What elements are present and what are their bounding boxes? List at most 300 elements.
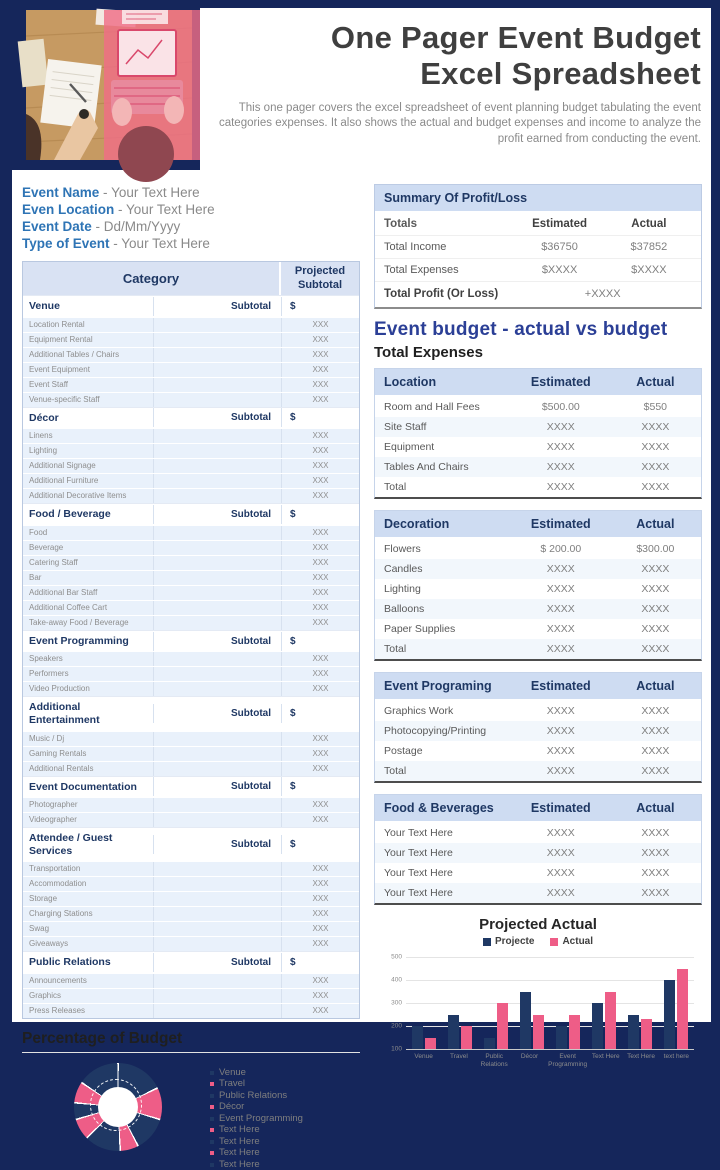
page	[12, 8, 711, 1170]
budget-item-spacer	[153, 378, 281, 392]
budget-item-spacer	[153, 363, 281, 377]
event-info-value: Your Text Here	[111, 185, 200, 200]
cell: XXXX	[546, 481, 575, 493]
event-info-label: Event Name	[22, 185, 100, 200]
cell: Flowers	[384, 543, 421, 555]
budget-item-amount: XXX	[281, 682, 359, 696]
event-info-value: Your Text Here	[121, 236, 210, 251]
summary-header-row	[375, 213, 701, 235]
legend-item	[210, 1159, 303, 1170]
cell: XXXX	[641, 603, 670, 615]
column-header: Food & Beverages	[384, 801, 494, 815]
budget-section-name: Event Programming	[29, 634, 129, 647]
cell: Your Text Here	[384, 867, 453, 879]
cell: XXXX	[546, 461, 575, 473]
expense-table-header-row	[375, 795, 701, 823]
cell: XXXX	[641, 643, 670, 655]
event-info-value: Your Text Here	[126, 202, 215, 217]
cell: XXXX	[546, 643, 575, 655]
legend-swatch	[483, 938, 491, 946]
budget-item-row	[23, 615, 359, 630]
budget-item-row	[23, 921, 359, 936]
legend-bullet	[210, 1105, 214, 1109]
table-row	[375, 761, 701, 781]
budget-item-name: Video Production	[29, 684, 90, 694]
legend-bullet	[210, 1094, 214, 1098]
budget-item-amount: XXX	[281, 333, 359, 347]
budget-item-spacer	[153, 652, 281, 666]
x-axis-category-label: Venue	[414, 1053, 433, 1060]
cell: Graphics Work	[384, 705, 454, 717]
budget-item-spacer	[153, 974, 281, 988]
legend-bullet	[210, 1151, 214, 1155]
budget-item-spacer	[153, 459, 281, 473]
cell: XXXX	[546, 705, 575, 717]
bar-group	[658, 957, 694, 1049]
table-row	[375, 397, 701, 417]
budget-item-row	[23, 746, 359, 761]
cell: Total Profit (Or Loss)	[384, 288, 499, 300]
budget-currency-cell: $	[281, 777, 359, 796]
cell: XXXX	[641, 887, 670, 899]
budget-item-amount: XXX	[281, 798, 359, 812]
budget-subtotal-label: Subtotal	[153, 297, 281, 316]
budget-item-amount: XXX	[281, 489, 359, 503]
budget-item-spacer	[153, 526, 281, 540]
legend-item	[210, 1101, 303, 1113]
budget-item-name: Additional Decorative Items	[29, 491, 127, 501]
budget-item-amount: XXX	[281, 556, 359, 570]
cell: $550	[643, 401, 668, 413]
budget-item-amount: XXX	[281, 892, 359, 906]
budget-item-spacer	[153, 474, 281, 488]
column-header: Actual	[636, 801, 675, 815]
budget-item-spacer	[153, 732, 281, 746]
bar-projecte	[592, 1003, 603, 1049]
legend-label: Actual	[562, 936, 594, 947]
budget-item-name: Additional Furniture	[29, 476, 99, 486]
expense-table-header-row	[375, 511, 701, 539]
budget-item-row	[23, 473, 359, 488]
legend-label: Text Here	[219, 1158, 260, 1170]
legend-item	[210, 1067, 303, 1079]
budget-item-row	[23, 362, 359, 377]
x-axis-category-label: Travel	[450, 1053, 468, 1060]
section-heading: Event budget - actual vs budget	[374, 319, 668, 340]
cell: XXXX	[641, 421, 670, 433]
event-info-line	[22, 184, 360, 201]
budget-item-spacer	[153, 333, 281, 347]
cell: Photocopying/Printing	[384, 725, 487, 737]
budget-item-amount: XXX	[281, 989, 359, 1003]
budget-item-amount: XXX	[281, 459, 359, 473]
budget-item-name: Additional Coffee Cart	[29, 602, 108, 612]
page-description: This one pager covers the excel spreadsheet of event planning budget tabulating the event categories expenses. It also shows the actual and budget expenses and income to analyze the profit earned from conducting the event.	[218, 101, 701, 145]
table-row	[375, 539, 701, 559]
budget-item-name: Event Staff	[29, 379, 68, 389]
budget-section-row	[23, 295, 359, 317]
event-info-label: Event Date	[22, 219, 92, 234]
x-axis-category-label: Text Here	[591, 1053, 620, 1060]
budget-item-row	[23, 988, 359, 1003]
bar-projecte	[664, 980, 675, 1049]
budget-item-amount: XXX	[281, 877, 359, 891]
budget-item-spacer	[153, 489, 281, 503]
budget-item-spacer	[153, 667, 281, 681]
budget-item-amount: XXX	[281, 378, 359, 392]
budget-item-amount: XXX	[281, 429, 359, 443]
cell: XXXX	[641, 481, 670, 493]
budget-subtotal-label: Subtotal	[153, 632, 281, 651]
budget-item-row	[23, 317, 359, 332]
budget-item-amount: XXX	[281, 907, 359, 921]
budget-item-amount: XXX	[281, 922, 359, 936]
budget-item-spacer	[153, 747, 281, 761]
budget-item-row	[23, 347, 359, 362]
cell: Lighting	[384, 583, 421, 595]
cell: Equipment	[384, 441, 435, 453]
bar-chart-area	[391, 953, 694, 1053]
budget-section-name: Event Documentation	[29, 780, 137, 793]
table-row	[375, 863, 701, 883]
budget-item-name: Equipment Rental	[29, 334, 93, 344]
column-header: Estimated	[530, 375, 591, 389]
y-axis-tick-label: 200	[391, 1022, 402, 1030]
budget-item-name: Music / Dj	[29, 733, 65, 743]
cell: XXXX	[641, 705, 670, 717]
budget-item-name: Photographer	[29, 800, 78, 810]
budget-currency-cell: $	[281, 704, 359, 723]
x-axis-category-label: text here	[663, 1053, 689, 1060]
bar-actual	[641, 1019, 652, 1049]
cell: XXXX	[641, 867, 670, 879]
event-info-value: Dd/Mm/Yyyy	[103, 219, 181, 234]
cell: XXXX	[546, 623, 575, 635]
desk-photo-illustration	[26, 10, 192, 160]
column-header: Event Programing	[384, 679, 492, 693]
event-info-label: Even Location	[22, 202, 115, 217]
budget-item-row	[23, 812, 359, 827]
budget-item-name: Charging Stations	[29, 909, 93, 919]
cell: Actual	[631, 218, 667, 230]
legend-label: Venue	[219, 1066, 246, 1078]
column-header: Actual	[636, 679, 675, 693]
cell: XXXX	[546, 421, 575, 433]
event-info-separator: -	[114, 202, 127, 217]
budget-item-spacer	[153, 762, 281, 776]
cell: Postage	[384, 745, 423, 757]
bar-group	[550, 957, 586, 1049]
cell: XXXX	[546, 827, 575, 839]
budget-item-row	[23, 428, 359, 443]
budget-item-name: Giveaways	[29, 939, 69, 949]
table-row	[375, 599, 701, 619]
expense-table	[374, 794, 702, 905]
budget-currency-cell: $	[281, 953, 359, 972]
budget-item-amount: XXX	[281, 616, 359, 630]
budget-item-name: Performers	[29, 669, 69, 679]
column-header: Estimated	[530, 801, 591, 815]
budget-item-name: Storage	[29, 894, 58, 904]
table-row	[375, 883, 701, 903]
budget-item-name: Additional Signage	[29, 461, 96, 471]
budget-section-row	[23, 776, 359, 798]
content	[12, 168, 711, 1170]
budget-item-name: Additional Tables / Chairs	[29, 349, 120, 359]
column-header: Decoration	[384, 517, 450, 531]
legend-bullet	[210, 1128, 214, 1132]
table-row	[375, 457, 701, 477]
budget-item-spacer	[153, 393, 281, 407]
legend-bullet	[210, 1082, 214, 1086]
cell: XXXX	[546, 563, 575, 575]
budget-item-amount: XXX	[281, 862, 359, 876]
bar-group	[406, 957, 442, 1049]
bar-chart-plot	[391, 953, 694, 1053]
bar-projecte	[556, 1026, 567, 1049]
budget-item-name: Venue-specific Staff	[29, 394, 100, 404]
budget-item-row	[23, 488, 359, 503]
budget-item-amount: XXX	[281, 974, 359, 988]
bar-actual	[425, 1038, 436, 1050]
bar-projecte	[412, 1026, 423, 1049]
budget-section-row	[23, 407, 359, 429]
budget-subtotal-label: Subtotal	[153, 505, 281, 524]
legend-item	[210, 1090, 303, 1102]
expense-table	[374, 672, 702, 783]
budget-item-name: Event Equipment	[29, 364, 90, 374]
cell: $36750	[541, 241, 578, 253]
cell: +XXXX	[584, 288, 621, 300]
cell: XXXX	[546, 603, 575, 615]
legend-label: Décor	[219, 1101, 245, 1113]
legend-item	[210, 1147, 303, 1159]
table-row	[375, 721, 701, 741]
column-header: Actual	[636, 375, 675, 389]
budget-subtotal-label: Subtotal	[153, 835, 281, 854]
budget-item-spacer	[153, 922, 281, 936]
budget-item-row	[23, 761, 359, 776]
budget-item-amount: XXX	[281, 444, 359, 458]
table-row	[375, 579, 701, 599]
budget-item-row	[23, 377, 359, 392]
cell: Site Staff	[384, 421, 427, 433]
cell: XXXX	[641, 745, 670, 757]
budget-item-row	[23, 681, 359, 696]
left-column	[22, 184, 360, 1170]
column-header: Location	[384, 375, 437, 389]
budget-item-spacer	[153, 429, 281, 443]
budget-subtotal-label: Subtotal	[153, 953, 281, 972]
budget-item-spacer	[153, 682, 281, 696]
budget-item-spacer	[153, 601, 281, 615]
cell: XXXX	[641, 623, 670, 635]
budget-section-name: Attendee / Guest Services	[29, 832, 113, 857]
bar-group	[622, 957, 658, 1049]
budget-item-name: Linens	[29, 431, 53, 441]
cell: XXXX	[546, 583, 575, 595]
legend-label: Text Here	[219, 1135, 260, 1147]
budget-item-amount: XXX	[281, 1004, 359, 1018]
budget-item-row	[23, 555, 359, 570]
budget-item-name: Transportation	[29, 864, 81, 874]
cell: XXXX	[546, 847, 575, 859]
cell: XXXX	[641, 827, 670, 839]
budget-item-name: Speakers	[29, 654, 63, 664]
event-info-line	[22, 235, 360, 252]
budget-item-name: Graphics	[29, 990, 62, 1000]
title-line-1: One Pager Event Budget	[330, 20, 701, 55]
budget-subtotal-label: Subtotal	[153, 408, 281, 427]
cell: $37852	[630, 241, 668, 253]
budget-item-spacer	[153, 937, 281, 951]
x-axis-category-label: Event Programming	[548, 1053, 588, 1069]
cell: Room and Hall Fees	[384, 401, 480, 413]
bar-group	[478, 957, 514, 1049]
table-row	[375, 437, 701, 457]
budget-table-body	[23, 295, 359, 1018]
budget-item-row	[23, 906, 359, 921]
bar-chart-title: Projected Actual	[479, 916, 597, 933]
expense-tables	[374, 368, 702, 905]
budget-item-amount: XXX	[281, 667, 359, 681]
budget-item-name: Press Releases	[29, 1005, 86, 1015]
table-row	[375, 235, 701, 258]
table-row	[375, 417, 701, 437]
budget-item-amount: XXX	[281, 348, 359, 362]
bar-actual	[569, 1015, 580, 1050]
cell: Total Income	[384, 241, 447, 253]
legend-item	[210, 1113, 303, 1125]
category-header-cell: Category	[23, 262, 281, 295]
table-row	[375, 701, 701, 721]
budget-item-name: Swag	[29, 924, 50, 934]
budget-section-row	[23, 630, 359, 652]
legend-swatch	[550, 938, 558, 946]
budget-item-name: Food	[29, 527, 48, 537]
budget-item-spacer	[153, 989, 281, 1003]
cell: XXXX	[641, 765, 670, 777]
budget-item-row	[23, 651, 359, 666]
budget-item-spacer	[153, 813, 281, 827]
event-info-separator: -	[109, 236, 122, 251]
budget-item-amount: XXX	[281, 732, 359, 746]
budget-item-amount: XXX	[281, 393, 359, 407]
budget-item-amount: XXX	[281, 813, 359, 827]
projected-subtotal-header-cell: Projected Subtotal	[294, 264, 346, 291]
legend-bullet	[210, 1163, 214, 1167]
budget-item-row	[23, 936, 359, 951]
budget-section-row	[23, 696, 359, 730]
bar-chart-x-labels	[406, 1053, 694, 1069]
budget-item-amount: XXX	[281, 747, 359, 761]
cell: Your Text Here	[384, 887, 453, 899]
budget-item-row	[23, 797, 359, 812]
title-line-2: Excel Spreadsheet	[420, 55, 701, 91]
column-header: Actual	[636, 517, 675, 531]
budget-item-row	[23, 600, 359, 615]
budget-currency-cell: $	[281, 505, 359, 524]
bar-projecte	[628, 1015, 639, 1050]
y-axis-tick-label: 100	[391, 1045, 402, 1053]
budget-item-spacer	[153, 862, 281, 876]
cell: Candles	[384, 563, 423, 575]
table-row	[375, 477, 701, 497]
legend-bullet	[210, 1071, 214, 1075]
budget-item-name: Gaming Rentals	[29, 748, 87, 758]
event-info-line	[22, 201, 360, 218]
budget-item-amount: XXX	[281, 586, 359, 600]
budget-item-row	[23, 443, 359, 458]
bar-projecte	[448, 1015, 459, 1050]
x-axis-category-label: Text Here	[627, 1053, 655, 1060]
budget-item-name: Lighting	[29, 446, 58, 456]
budget-item-spacer	[153, 892, 281, 906]
table-row	[375, 559, 701, 579]
budget-section-name: Venue	[29, 300, 60, 312]
budget-item-spacer	[153, 616, 281, 630]
cell: XXXX	[641, 725, 670, 737]
legend-item	[210, 1136, 303, 1148]
budget-item-spacer	[153, 586, 281, 600]
budget-currency-cell: $	[281, 835, 359, 854]
bar-projecte	[520, 992, 531, 1050]
budget-item-amount: XXX	[281, 318, 359, 332]
budget-item-name: Videographer	[29, 815, 77, 825]
cell: Paper Supplies	[384, 623, 456, 635]
budget-currency-cell: $	[281, 408, 359, 427]
budget-subtotal-label: Subtotal	[153, 704, 281, 723]
budget-item-amount: XXX	[281, 762, 359, 776]
legend-item	[550, 936, 593, 947]
cell: XXXX	[546, 765, 575, 777]
budget-section-row	[23, 951, 359, 973]
cell: $300.00	[636, 543, 675, 555]
x-axis-category-label: Décor	[520, 1053, 539, 1060]
bar-actual	[533, 1015, 544, 1050]
bar-chart-block	[374, 916, 702, 1069]
table-row	[375, 843, 701, 863]
column-header: Estimated	[530, 517, 591, 531]
cell: Balloons	[384, 603, 425, 615]
budget-item-amount: XXX	[281, 474, 359, 488]
budget-section-name: Public Relations	[29, 956, 111, 969]
budget-item-name: Beverage	[29, 542, 64, 552]
budget-section-row	[23, 503, 359, 525]
expense-table-header-row	[375, 673, 701, 701]
budget-item-row	[23, 891, 359, 906]
header-photo	[26, 10, 192, 160]
budget-item-amount: XXX	[281, 526, 359, 540]
cell: Total	[384, 481, 407, 493]
budget-item-row	[23, 585, 359, 600]
cell: Total	[384, 765, 407, 777]
cell: Total	[384, 643, 407, 655]
legend-item	[210, 1078, 303, 1090]
budget-item-spacer	[153, 907, 281, 921]
summary-table-title: Summary Of Profit/Loss	[375, 185, 701, 213]
bar-actual	[677, 969, 688, 1050]
budget-item-name: Additional Bar Staff	[29, 587, 98, 597]
budget-item-amount: XXX	[281, 601, 359, 615]
table-row	[375, 639, 701, 659]
cell: XXXX	[546, 867, 575, 879]
donut-chart	[74, 1063, 162, 1151]
budget-section-name: Décor	[29, 411, 59, 424]
cell: $ 200.00	[540, 543, 582, 555]
budget-section-name: Food / Beverage	[29, 508, 111, 521]
event-info	[22, 184, 360, 252]
